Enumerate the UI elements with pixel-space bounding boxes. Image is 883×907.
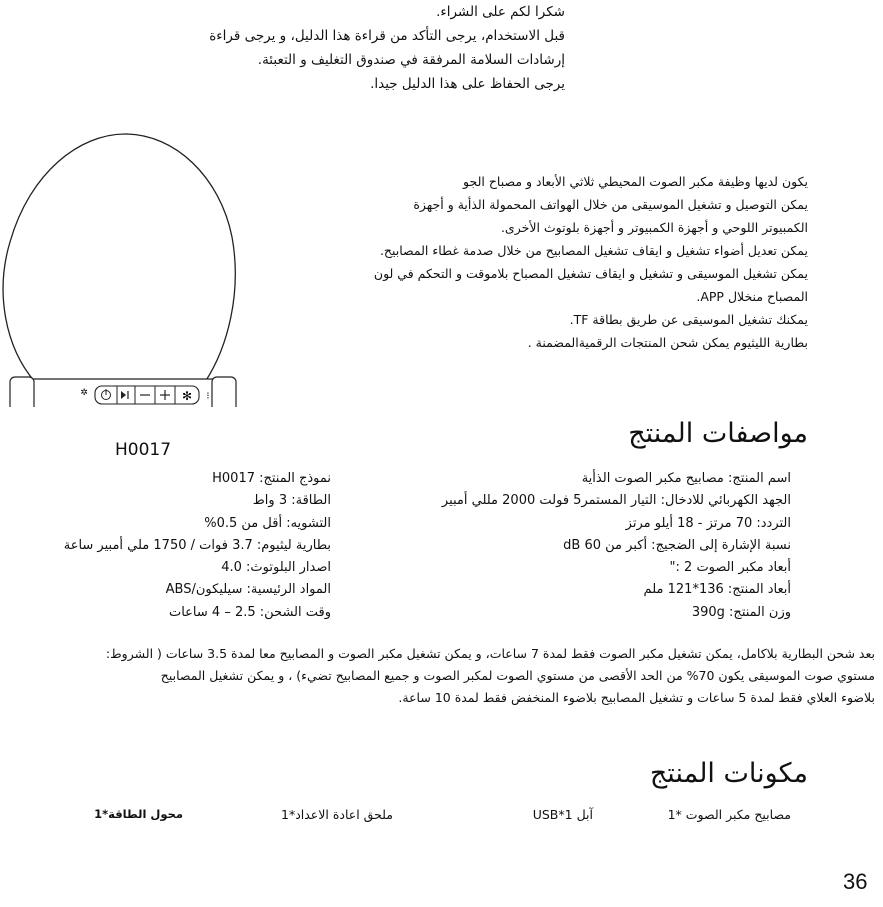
spec-item: التردد: 70 مرتز - 18 أيلو مرتز [625, 515, 791, 531]
specs-column-left [64, 468, 331, 624]
svg-text:✻: ✻ [181, 389, 193, 403]
snowflake-icon [80, 388, 88, 398]
intro-paragraph [45, 0, 565, 96]
component-item: مصابيح مكبر الصوت *1 [667, 807, 791, 822]
spec-item: اصدار البلوتوث: 4.0 [221, 560, 331, 576]
page-number: 36 [843, 869, 868, 894]
spec-item: التشويه: أقل من 0.5% [204, 515, 331, 531]
spec-item: المواد الرئيسية: سيليكون/ABS [165, 582, 331, 598]
features-list [248, 170, 808, 354]
feature-line: يمكن تشغيل الموسيقى و تشغيل و ايقاف تشغيل المصباح بلاموقت و التحكم في لون [373, 266, 808, 281]
spec-item: نموذج المنتج: H0017 [212, 471, 331, 486]
svg-text:✲: ✲ [80, 388, 88, 398]
svg-text:⁝: ⁝ [206, 391, 210, 402]
spec-item: أبعاد المنتج: 136*121 ملم [643, 582, 791, 598]
specs-column-right [442, 468, 791, 624]
model-label: H0017 [115, 440, 172, 460]
feature-line: يمكن التوصيل و تشغيل الموسيقى من خلال الهواتف المحمولة الذأية و أجهزة [413, 197, 808, 212]
intro-line: يرجى الحفاظ على هذا الدليل جيدا. [370, 76, 565, 92]
spec-item: بطارية ليثيوم: 3.7 فوات / 1750 ملي أمبير ساعة [63, 537, 331, 553]
control-panel [80, 386, 209, 404]
spec-item: الطاقة: 3 واط [252, 493, 331, 509]
spec-item: أبعاد مكبر الصوت 2 :" [669, 560, 791, 576]
spec-item: اسم المنتج: مصابيح مكبر الصوت الذأية [581, 471, 791, 486]
battery-charge-note [0, 643, 875, 709]
lamp-globe [3, 134, 235, 382]
feature-line: يكون لديها وظيفة مكبر الصوت المحيطي ثلاثي الأبعاد و مصباح الجو [463, 174, 808, 189]
component-item: آبل USB*1 [532, 807, 593, 822]
feature-line: الكمبيوتر اللوحي و أجهزة الكمبيوتر و أجهزة بلوتوث الأخرى. [500, 220, 808, 235]
feature-line: المصباح منخلال APP. [696, 289, 808, 304]
bluetooth-icon [182, 389, 192, 403]
feature-line: بطارية الليثيوم يمكن شحن المنتجات الرقميةالمضمنة . [527, 335, 808, 350]
specs-heading: مواصفات المنتج [628, 418, 808, 449]
component-item: محول الطاقة*1 [94, 807, 183, 821]
spec-item: الجهد الكهربائي للادخال: التيار المستمر5 فولت 2000 مللي أمبير [441, 493, 791, 509]
spec-item: نسبة الإشارة إلى الضجيج: أكبر من 60 dB [563, 537, 791, 553]
intro-line: إرشادات السلامة المرفقة في صندوق التغليف و التعبئة. [257, 52, 565, 68]
intro-line: قبل الاستخدام، يرجى التأكد من قراءة هذا الدليل، و يرجى قراءة [209, 28, 565, 44]
usb-indicator-icon [206, 391, 209, 402]
spec-item: وقت الشحن: 2.5 – 4 ساعات [168, 604, 331, 620]
contents-heading: مكونات المنتج [649, 758, 808, 789]
feature-line: يمكنك تشغيل الموسيقى عن طريق بطاقة TF. [569, 312, 808, 327]
note-line: بلاضوء العلاي فقط لمدة 5 ساعات و تشغيل المصابيح بلاضوء المنخفض فقط لمدة 10 ساعة. [398, 690, 875, 705]
spec-item: وزن المنتج: 390g [691, 604, 791, 620]
intro-line: شكرا لكم على الشراء. [436, 4, 565, 20]
component-item: ملحق اعادة الاعداد*1 [281, 807, 393, 822]
note-line: بعد شحن البطارية بلاكامل، يمكن تشغيل مكبر الصوت فقط لمدة 7 ساعات، و يمكن تشغيل مكبر الصوت و المصابيح معا لمدة 3.5 ساعات ( الشروط: [105, 646, 875, 661]
note-line: مستوي صوت الموسيقى يكون 70% من الحد الأقصى من مستوي الصوت لمكبر الصوت و جميع المصابيح تضيء) ، و يمكن تشغيل المصابيح [160, 668, 875, 683]
product-illustration [0, 122, 240, 407]
feature-line: يمكن تعديل أضواء تشغيل و ايقاف تشغيل المصابيح من خلال صدمة غطاء المصابيح. [379, 243, 808, 258]
